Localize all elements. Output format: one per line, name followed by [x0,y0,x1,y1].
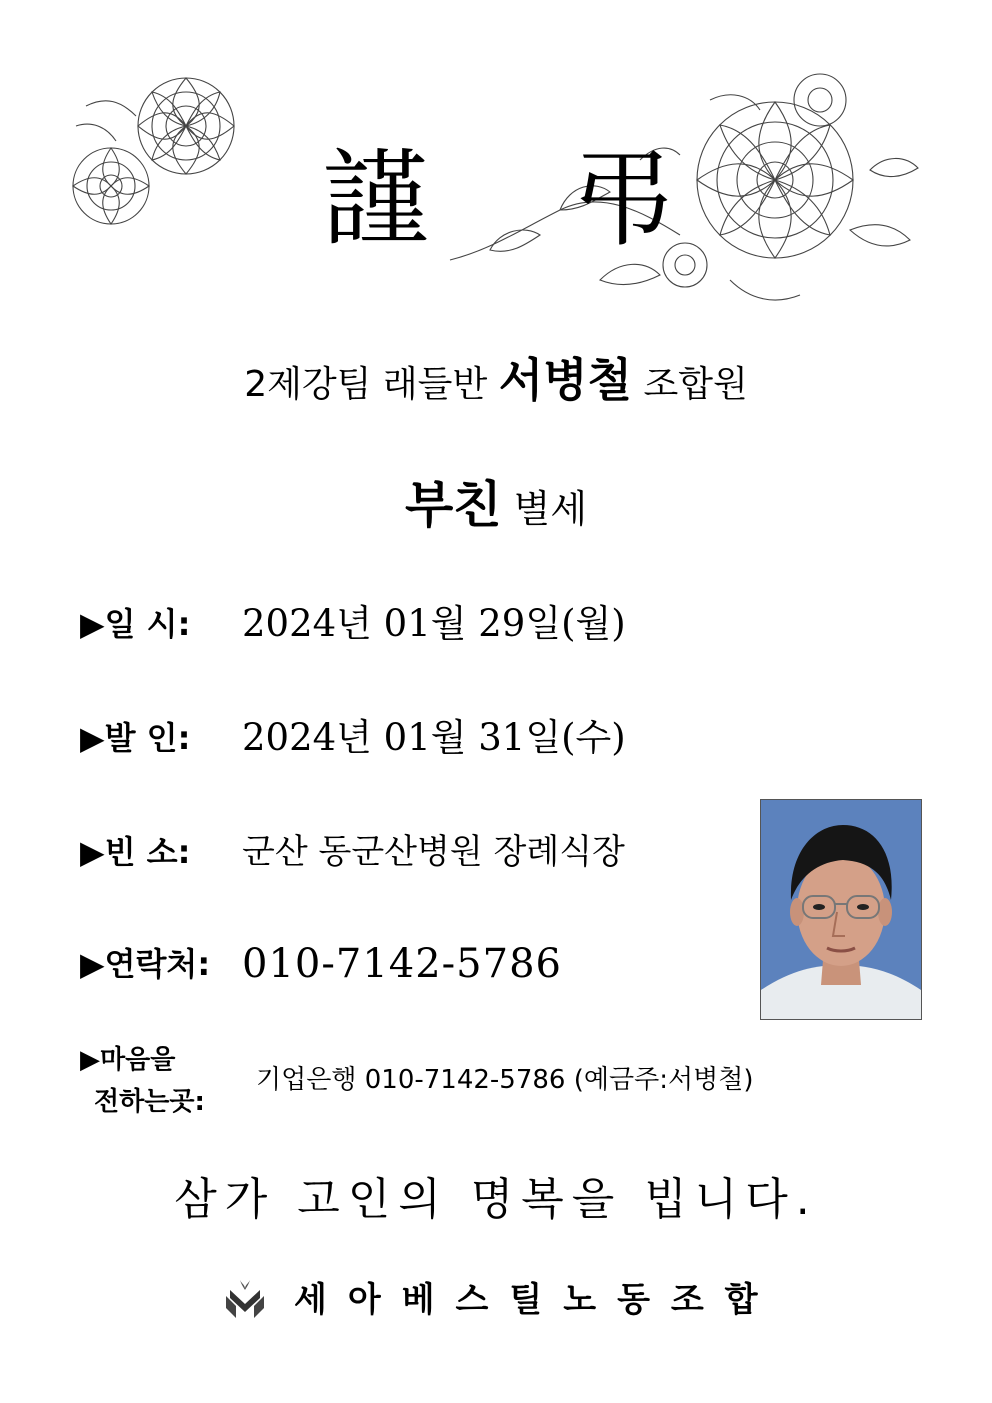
gift-account [80,1040,800,1120]
title-char-respect: 謹 [322,138,428,261]
gift-label-line2: 전하는곳: [94,1087,205,1117]
schedule-value: 군산 동군산병원 장례식장 [242,832,625,872]
union-logo-icon [222,1276,268,1322]
schedule-row-contact [80,934,740,994]
schedule-label: ▶빈 소: [80,833,191,871]
schedule-row-date [80,594,760,654]
passing-text: 별세 [513,487,588,531]
contact-phone: 010-7142-5786 [242,941,562,987]
union-name: 세아베스틸노동조합 [294,1280,779,1320]
member-team: 2제강팀 래들반 [244,364,488,405]
condolence-message: 삼가 고인의 명복을 빕니다. [174,1174,818,1225]
member-portrait-photo [760,799,922,1020]
member-name: 서병철 [498,353,632,407]
schedule-value: 2024년 01월 29일(월) [242,602,626,645]
schedule-label: ▶발 인: [80,719,191,757]
union-signature [222,1270,782,1330]
title-banner [0,130,992,270]
relation-line [0,470,992,544]
gift-bank-account: 기업은행 010-7142-5786 (예금주:서병철) [256,1065,754,1095]
schedule-row-funeral [80,708,760,768]
schedule-label: ▶일 시: [80,605,191,643]
schedule-row-venue [80,822,740,882]
member-title: 조합원 [643,364,748,405]
relation-name: 부친 [404,476,502,534]
member-line [0,350,992,415]
title-char-condolence: 弔 [570,138,676,261]
gift-label-line1: ▶마음을 [80,1045,176,1075]
schedule-label: ▶연락처: [80,945,211,983]
schedule-value: 2024년 01월 31일(수) [242,716,626,759]
